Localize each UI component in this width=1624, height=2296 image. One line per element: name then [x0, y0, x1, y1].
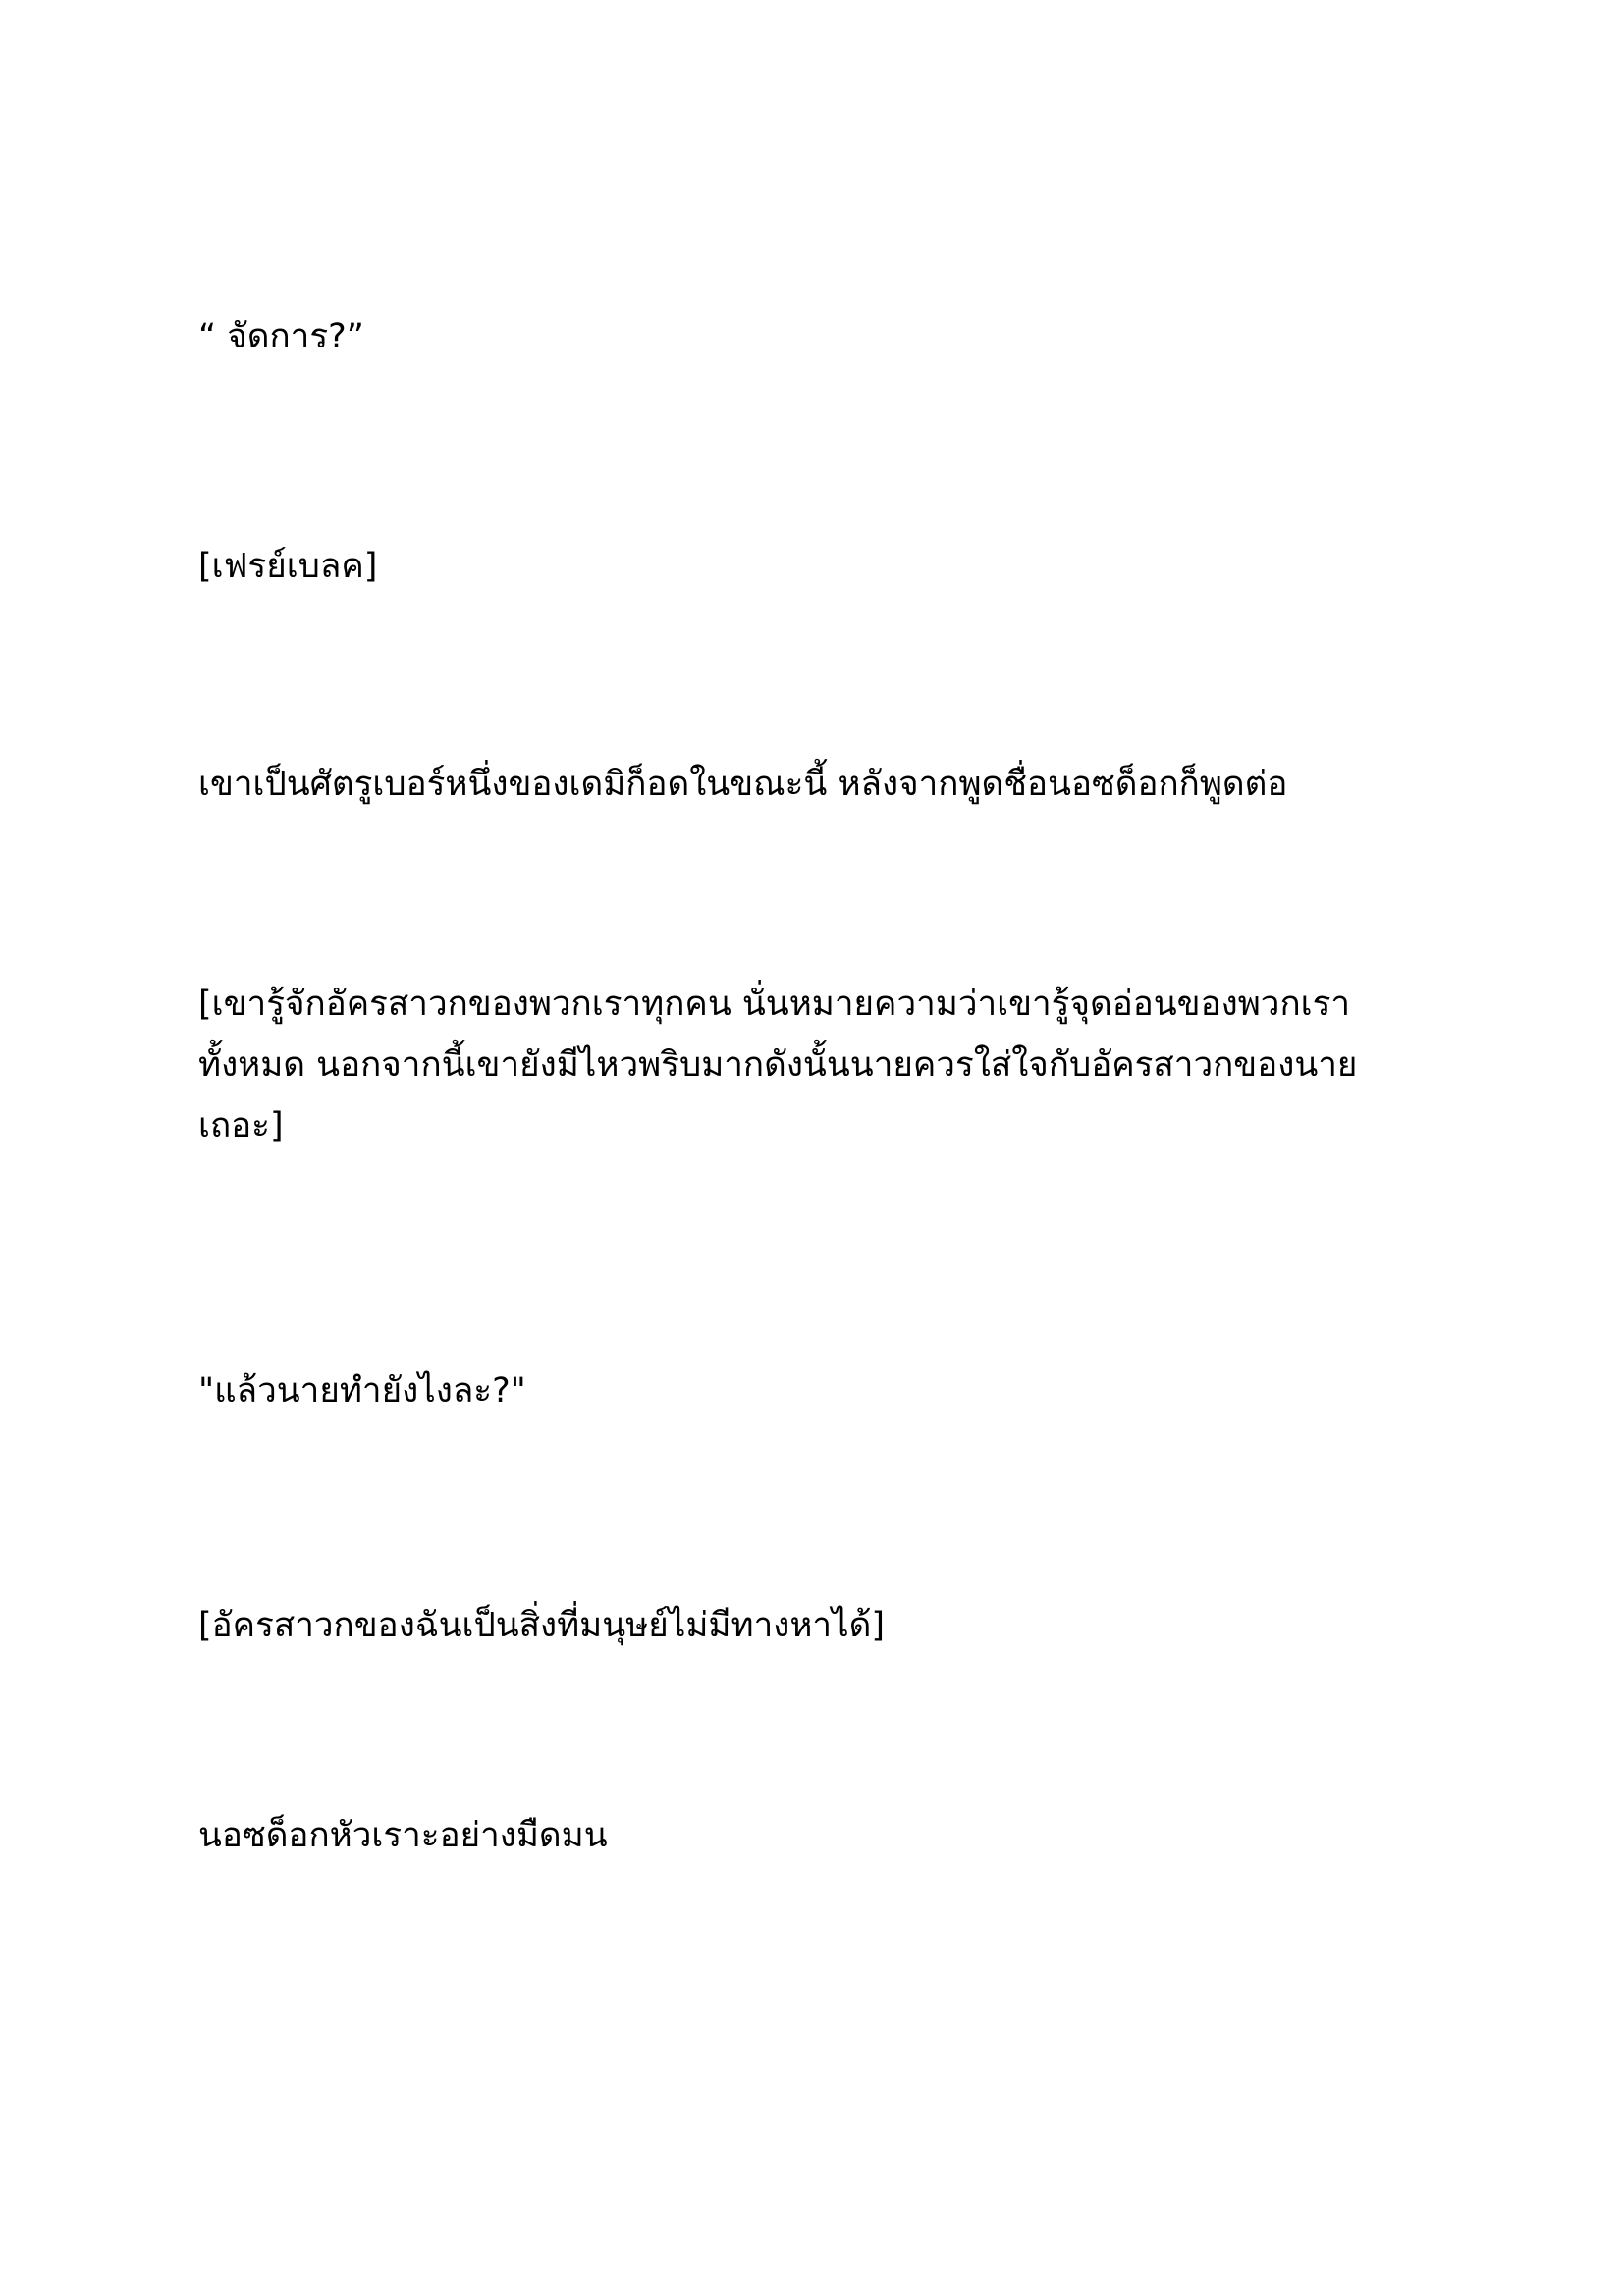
paragraph-2 — [198, 536, 1475, 597]
paragraph-line: เขาเป็นศัตรูเบอร์หนึ่งของเดมิก็อดในขณะนี้ หลังจากพูดชื่อนอซด็อกก็พูดต่อ — [198, 765, 1288, 804]
paragraph-line: "แล้วนายทำยังไงละ?" — [198, 1371, 526, 1411]
paragraph-line: [เฟรย์เบลค] — [198, 547, 378, 586]
paragraph-line: นอซด็อกหัวเราะอย่างมืดมน — [198, 1816, 608, 1855]
paragraph-1 — [198, 306, 1475, 367]
paragraph-line: [อัครสาวกของฉันเป็นสิ่งที่มนุษย์ไม่มีทางหาได้] — [198, 1606, 886, 1645]
paragraph-line: เถอะ] — [198, 1106, 284, 1146]
paragraph-line: [เขารู้จักอัครสาวกของพวกเราทุกคน นั่นหมายความว่าเขารู้จุดอ่อนของพวกเรา — [198, 985, 1351, 1024]
paragraph-line: “ จัดการ?” — [198, 317, 364, 356]
paragraph-3 — [198, 754, 1475, 815]
paragraph-4 — [198, 974, 1475, 1156]
paragraph-6 — [198, 1595, 1475, 1656]
paragraph-5 — [198, 1361, 1475, 1421]
paragraph-line: ทั้งหมด นอกจากนี้เขายังมีไหวพริบมากดังนั้นนายควรใส่ใจกับอัครสาวกของนาย — [198, 1045, 1358, 1085]
paragraph-7 — [198, 1805, 1475, 1866]
